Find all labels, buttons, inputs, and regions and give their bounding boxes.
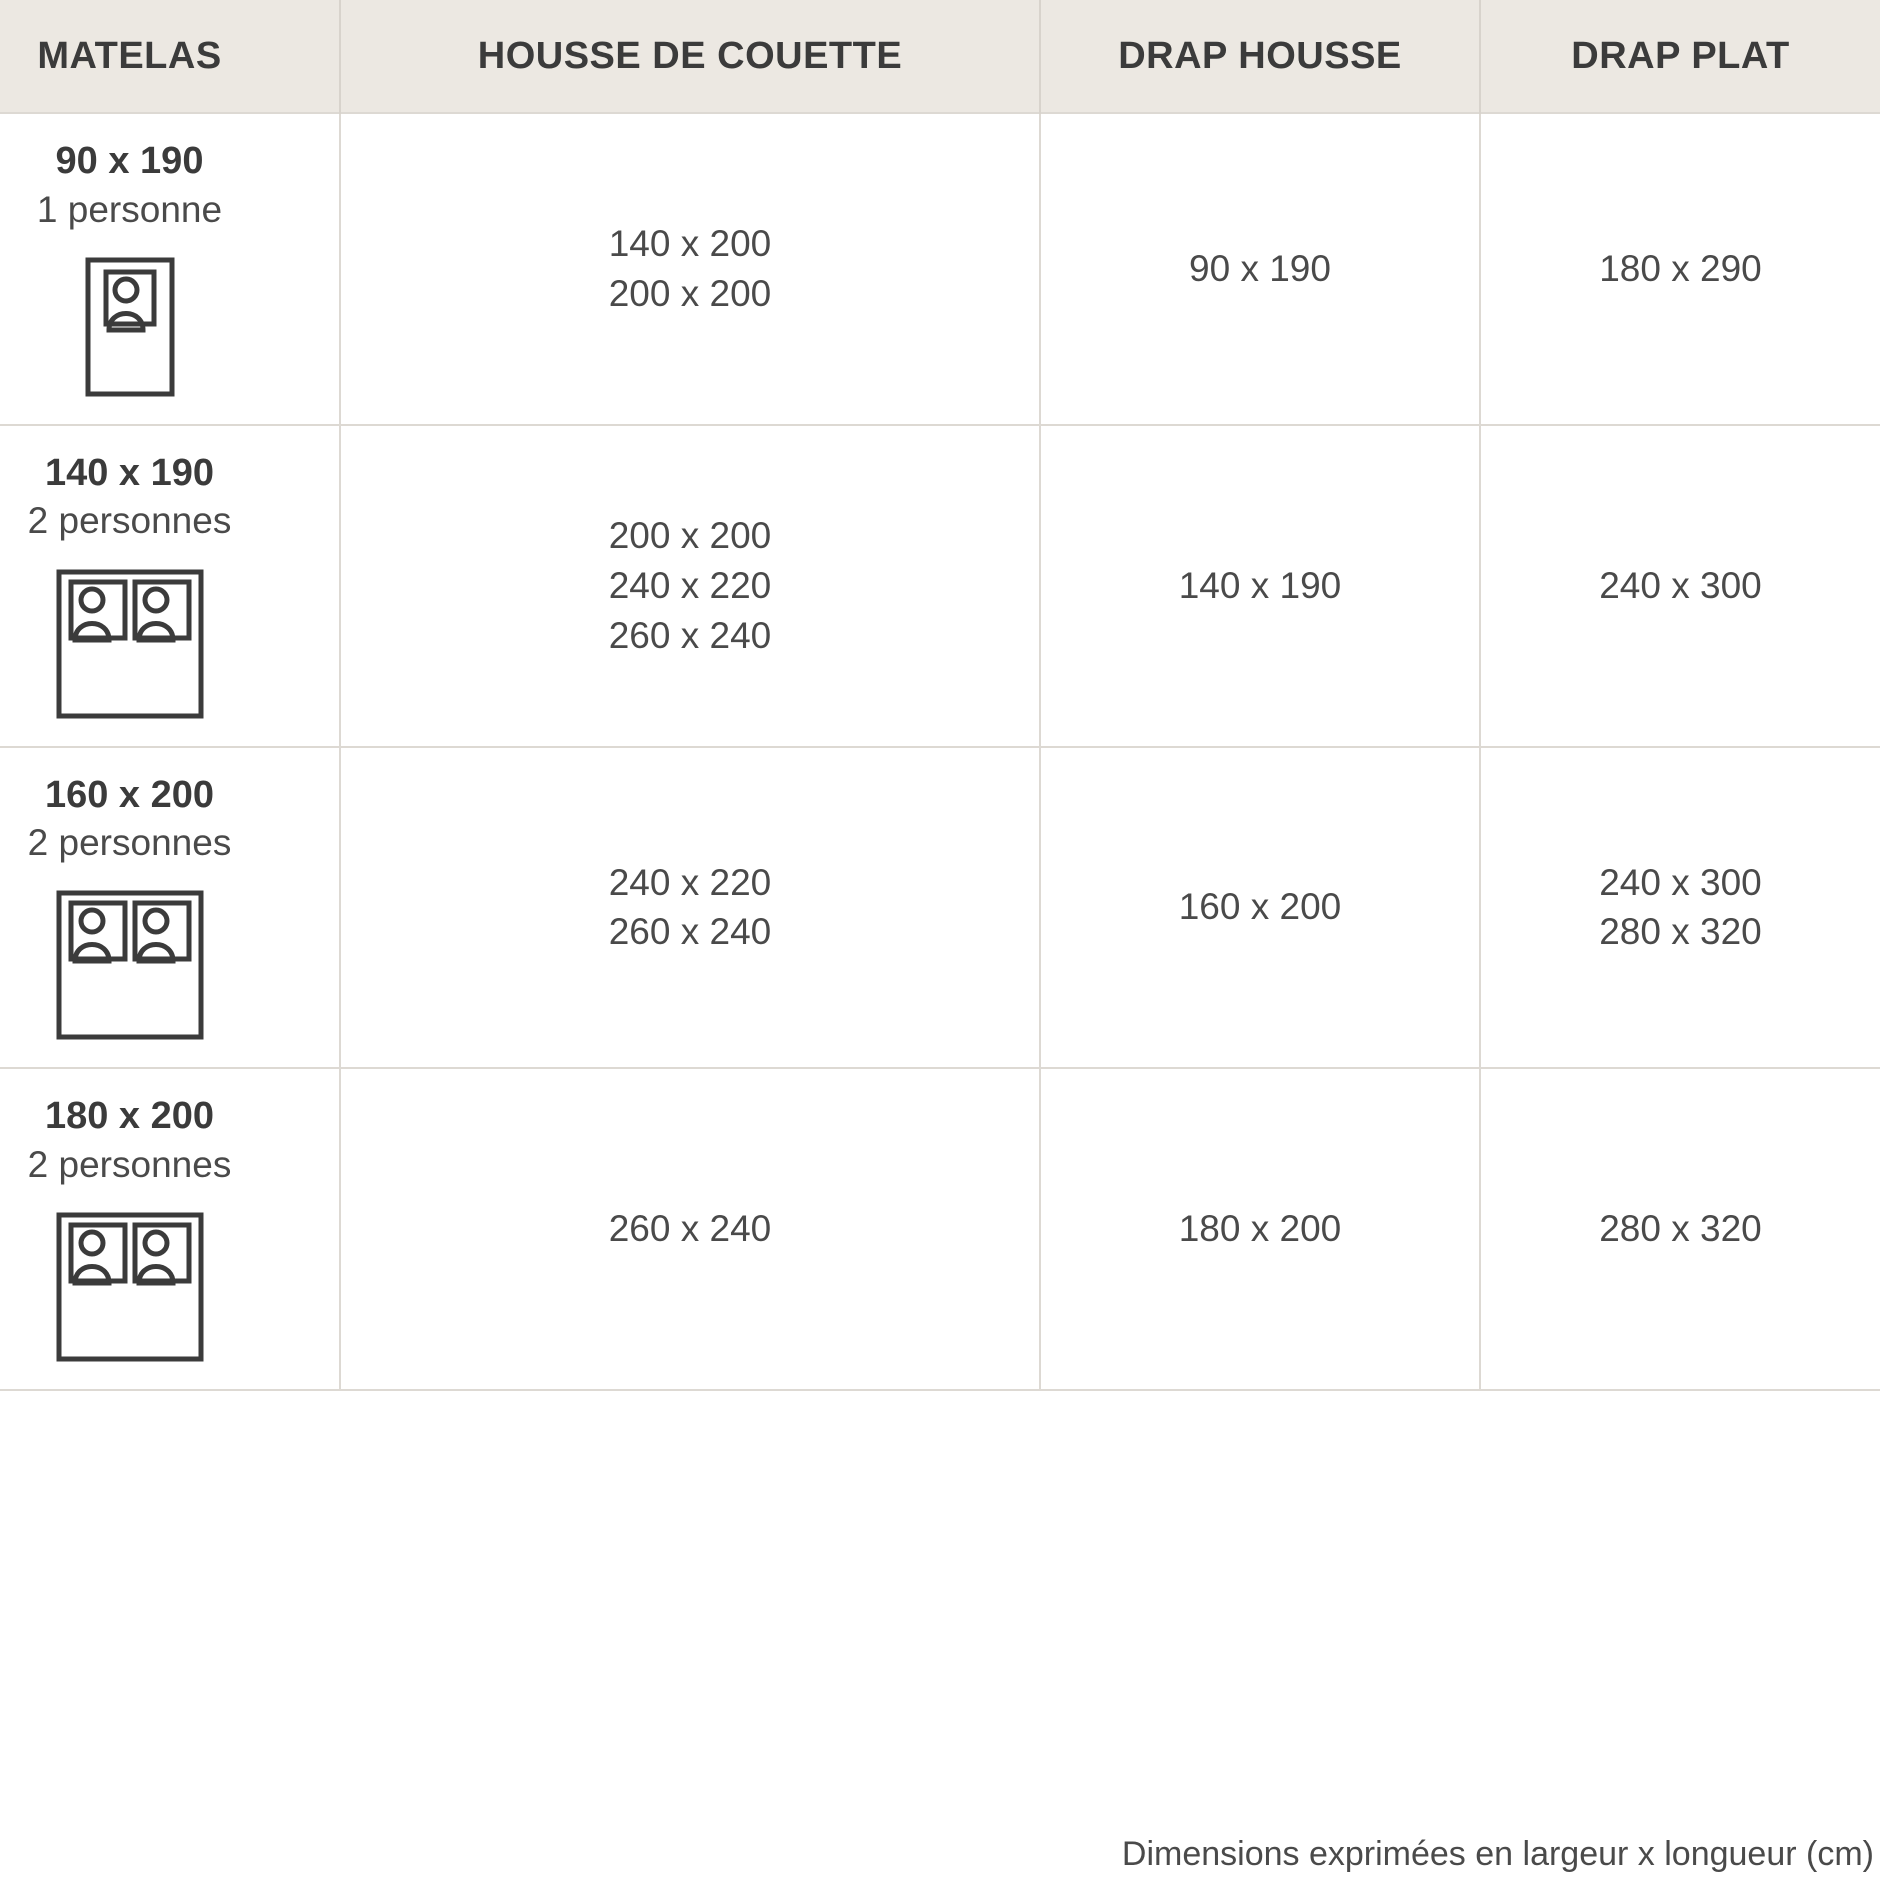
table-row [0, 747, 1880, 1069]
dimension-value: 140 x 200 [608, 222, 772, 264]
cell-housse-de-couette [340, 747, 1040, 1069]
dimension-value: 180 x 200 [1178, 1208, 1342, 1250]
cell-drap-housse [1040, 113, 1480, 425]
cell-housse-de-couette [340, 1068, 1040, 1390]
dimension-list [351, 858, 1029, 958]
bed-double-two-persons-icon [0, 889, 329, 1041]
bed-single-one-person-icon [0, 256, 329, 398]
cell-drap-plat [1480, 113, 1880, 425]
cell-housse-de-couette [340, 113, 1040, 425]
matelas-people-label: 2 personnes [27, 1144, 232, 1186]
dimension-list [1491, 858, 1870, 958]
dimension-value: 260 x 240 [608, 911, 772, 953]
cell-drap-housse [1040, 747, 1480, 1069]
dimension-value: 90 x 190 [1189, 247, 1331, 289]
dimension-list [1051, 882, 1469, 932]
bed-double-two-persons-icon [0, 1211, 329, 1363]
table-header [0, 0, 1880, 113]
cell-drap-plat [1480, 1068, 1880, 1390]
column-header-matelas: MATELAS [0, 0, 340, 113]
matelas-size-label: 140 x 190 [44, 451, 215, 494]
dimension-value: 140 x 190 [1178, 564, 1342, 606]
cell-matelas [0, 425, 340, 747]
cell-matelas [0, 1068, 340, 1390]
cell-matelas [0, 747, 340, 1069]
table-row [0, 425, 1880, 747]
matelas-size-label: 90 x 190 [55, 140, 204, 182]
column-header-drap-housse: DRAP HOUSSE [1040, 0, 1480, 113]
dimension-list [1051, 1204, 1469, 1254]
dimension-list [1051, 561, 1469, 611]
dimension-value: 240 x 300 [1599, 564, 1762, 606]
matelas-size-label: 160 x 200 [44, 773, 215, 816]
table-header-row [0, 0, 1880, 113]
dimension-value: 240 x 300 [1599, 861, 1762, 903]
table-row [0, 1068, 1880, 1390]
matelas-people-label: 2 personnes [27, 822, 232, 864]
table-body [0, 113, 1880, 1390]
dimension-value: 240 x 220 [608, 564, 772, 606]
cell-drap-plat [1480, 747, 1880, 1069]
dimension-value: 180 x 290 [1599, 247, 1762, 289]
cell-matelas [0, 113, 340, 425]
dimension-list [1491, 1204, 1870, 1254]
dimension-value: 260 x 240 [608, 1208, 772, 1250]
footnote: Dimensions exprimées en largeur x longueur (cm) [1121, 1835, 1874, 1873]
matelas-size-label: 180 x 200 [44, 1095, 215, 1138]
column-header-housse-de-couette: HOUSSE DE COUETTE [340, 0, 1040, 113]
cell-drap-housse [1040, 1068, 1480, 1390]
dimension-value: 240 x 220 [608, 861, 772, 903]
dimension-value: 160 x 200 [1178, 886, 1342, 928]
dimension-list [351, 219, 1029, 319]
matelas-people-label: 2 personnes [27, 500, 232, 542]
dimension-list [351, 511, 1029, 661]
dimension-list [1491, 244, 1870, 294]
table-row [0, 113, 1880, 425]
cell-drap-housse [1040, 425, 1480, 747]
dimension-list [1491, 561, 1870, 611]
dimension-value: 280 x 320 [1599, 911, 1762, 953]
dimension-value: 200 x 200 [608, 514, 772, 556]
cell-housse-de-couette [340, 425, 1040, 747]
matelas-people-label: 1 personne [36, 188, 223, 230]
column-header-drap-plat: DRAP PLAT [1480, 0, 1880, 113]
cell-drap-plat [1480, 425, 1880, 747]
dimension-value: 260 x 240 [608, 614, 772, 656]
bed-double-two-persons-icon [0, 568, 329, 720]
dimension-list [351, 1204, 1029, 1254]
dimension-list [1051, 244, 1469, 294]
dimension-value: 280 x 320 [1599, 1208, 1762, 1250]
dimension-value: 200 x 200 [608, 272, 772, 314]
